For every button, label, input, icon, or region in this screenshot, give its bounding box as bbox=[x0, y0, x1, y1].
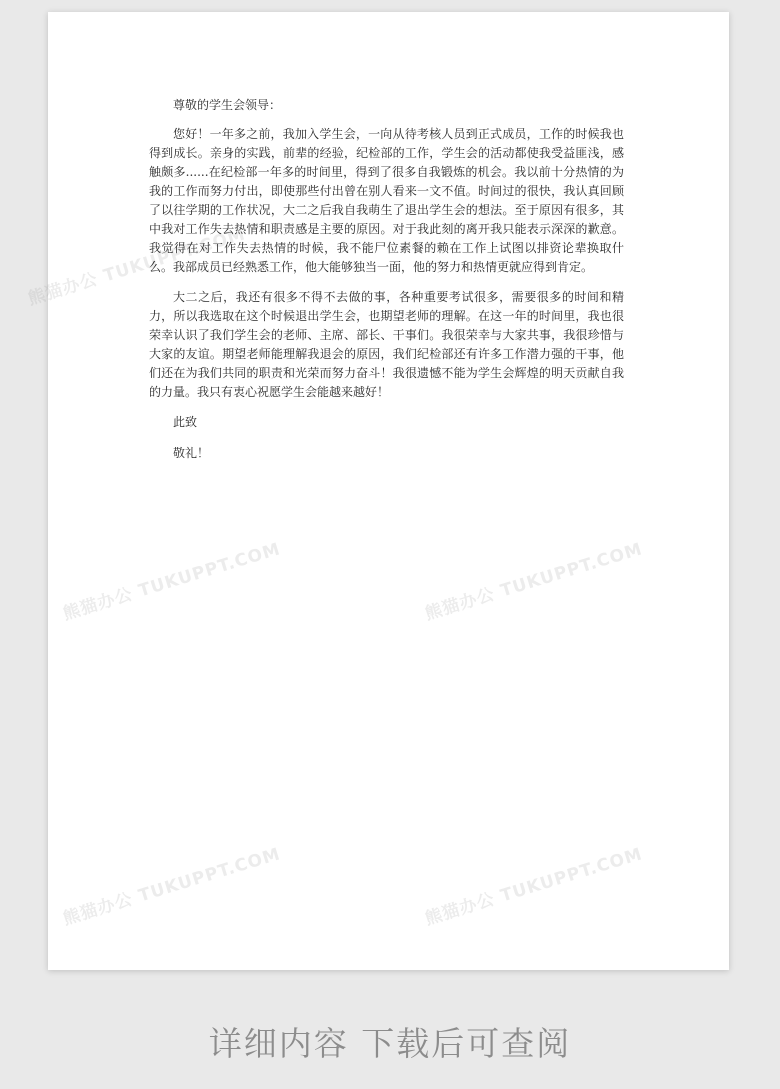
watermark: 熊猫办公 TUKUPPT.COM bbox=[60, 844, 283, 930]
download-hint: 详细内容 下载后可查阅 bbox=[208, 1024, 572, 1063]
salutation: 尊敬的学生会领导： bbox=[173, 98, 282, 112]
letter-body bbox=[149, 96, 624, 475]
closing-greeting: 此致 bbox=[173, 415, 198, 429]
paragraph: 大二之后，我还有很多不得不去做的事，各种重要考试很多，需要很多的时间和精力，所以我选取在这个时候退出学生会，也期望老师的理解。在这一年的时间里，我也很荣幸认识了我们学生会的老师、主席、部长、干事们。我很荣幸与大家共事，我很珍惜与大家的友谊。期望老师能理解我退会的原因，我们纪检部还有许多工作潜力强的干事，他们还在为我们共同的职责和光荣而努力奋斗！我很遗憾不能为学生会辉煌的明天贡献自我的力量。我只有衷心祝愿学生会能越来越好！ bbox=[149, 290, 624, 399]
closing-salute: 敬礼！ bbox=[173, 446, 210, 460]
watermark: 熊猫办公 TUKUPPT.COM bbox=[422, 844, 645, 930]
document-page bbox=[25, 12, 729, 970]
watermark: 熊猫办公 TUKUPPT.COM bbox=[25, 224, 248, 310]
paragraph: 您好！一年多之前，我加入学生会，一向从待考核人员到正式成员，工作的时候我也得到成长。亲身的实践，前辈的经验，纪检部的工作，学生会的活动都使我受益匪浅，感触颇多......在纪检部一年多的时间里，得到了很多自我锻炼的机会。我以前十分热情的为我的工作而努力付出，即使那些付出曾在别人看来一文不值。时间过的很快，我认真回顾了以往学期的工作状况，大二之后我自我萌生了退出学生会的想法。至于原因有很多，其中我对工作失去热情和职责感是主要的原因。对于我此刻的离开我只能表示深深的歉意。我觉得在对工作失去热情的时候，我不能尸位素餐的赖在工作上试图以排资论辈换取什么。我部成员已经熟悉工作，他大能够独当一面，他的努力和热情更就应得到肯定。 bbox=[149, 127, 624, 274]
watermark: 熊猫办公 TUKUPPT.COM bbox=[422, 539, 645, 625]
watermark: 熊猫办公 TUKUPPT.COM bbox=[60, 539, 283, 625]
